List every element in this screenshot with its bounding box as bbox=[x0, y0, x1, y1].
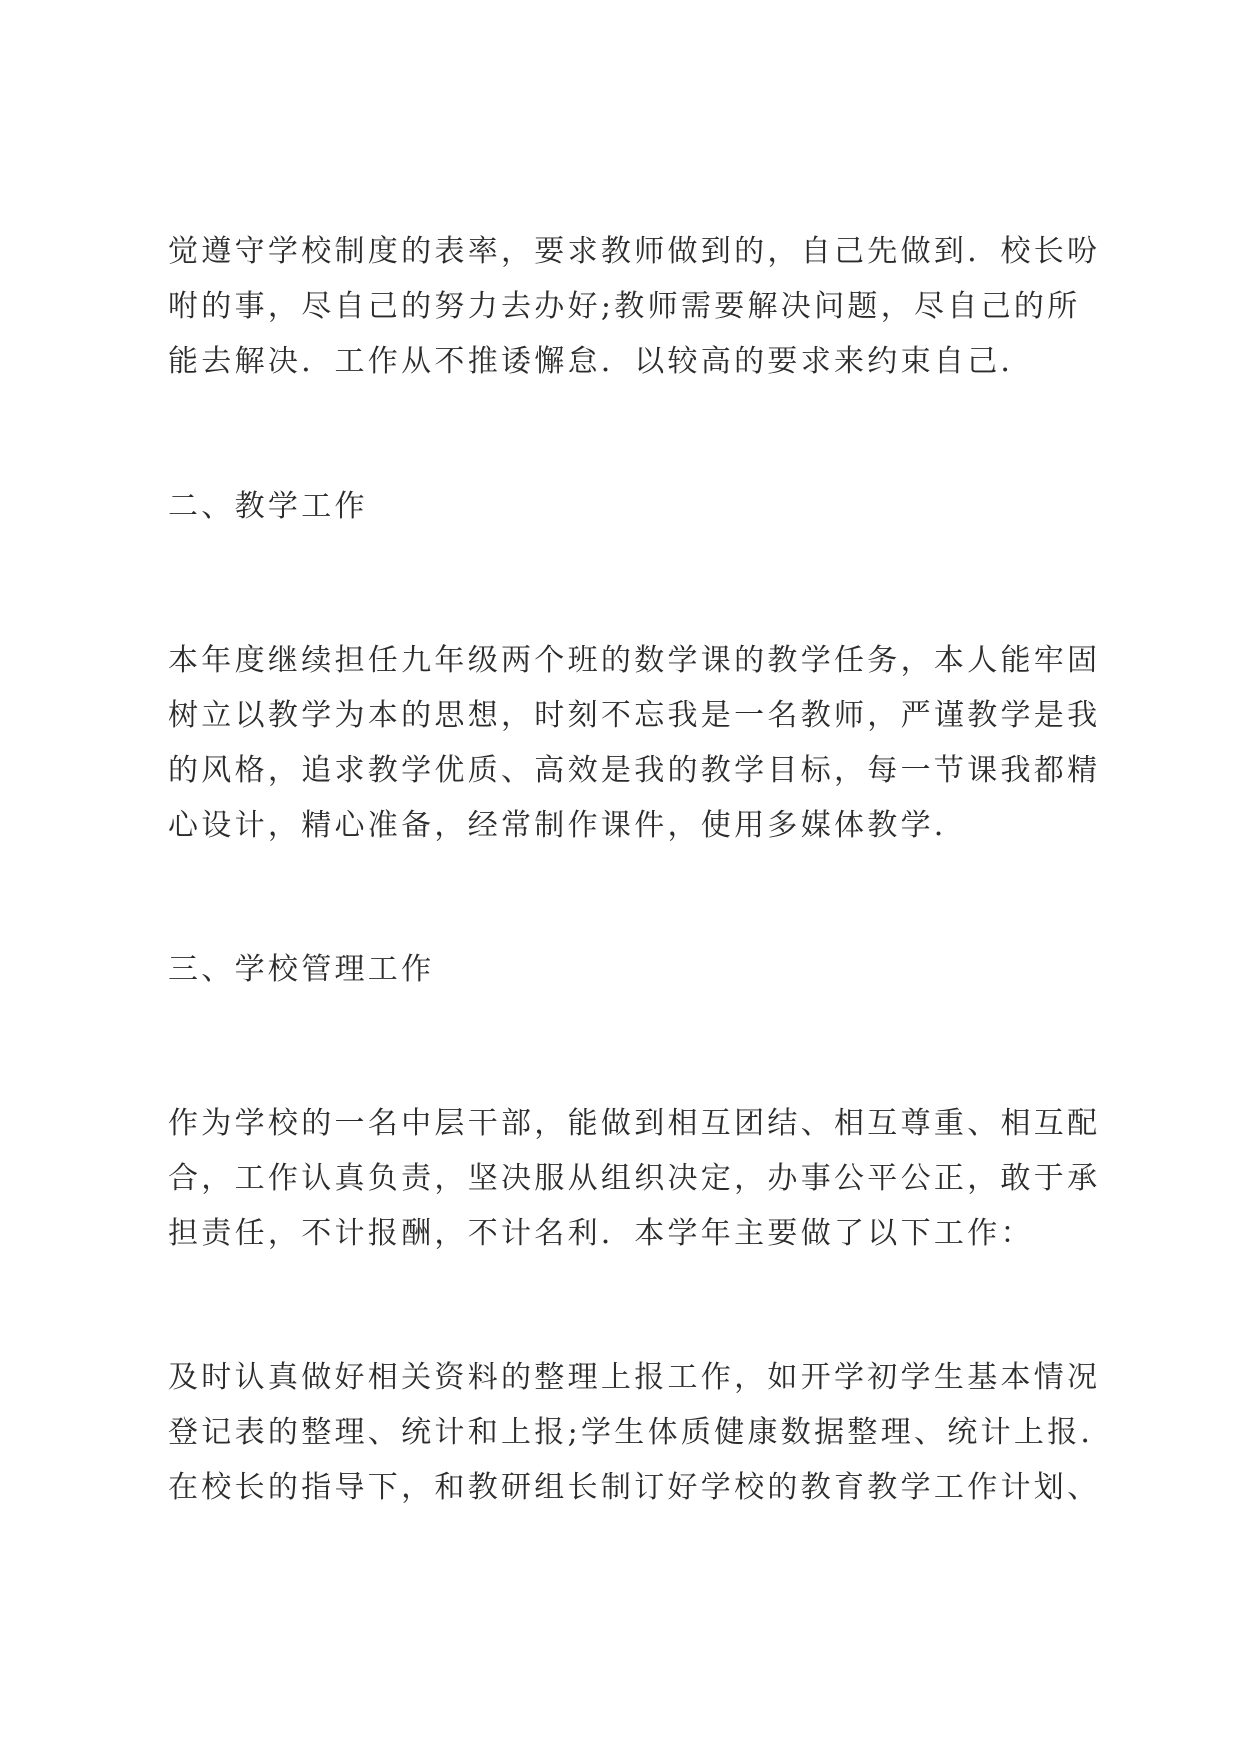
paragraph-line: 及时认真做好相关资料的整理上报工作，如开学初学生基本情况 bbox=[168, 1360, 1101, 1395]
heading-text: 三、学校管理工作 bbox=[168, 952, 435, 987]
paragraph-line: 本年度继续担任九年级两个班的数学课的教学任务，本人能牢固 bbox=[168, 643, 1101, 678]
paragraph-conduct bbox=[168, 224, 1101, 389]
section-heading-management bbox=[168, 942, 1088, 997]
paragraph-line: 树立以教学为本的思想，时刻不忘我是一名教师，严谨教学是我 bbox=[168, 698, 1101, 733]
paragraph-line: 合，工作认真负责，坚决服从组织决定，办事公平公正，敢于承 bbox=[168, 1161, 1101, 1196]
paragraph-line: 作为学校的一名中层干部，能做到相互团结、相互尊重、相互配 bbox=[168, 1106, 1101, 1141]
section-heading-teaching bbox=[168, 479, 1088, 534]
paragraph-management bbox=[168, 1096, 1101, 1261]
paragraph-line: 能去解决．工作从不推诿懈怠．以较高的要求来约束自己． bbox=[168, 344, 1034, 379]
paragraph-line: 心设计，精心准备，经常制作课件，使用多媒体教学． bbox=[168, 808, 968, 843]
paragraph-line: 咐的事，尽自己的努力去办好;教师需要解决问题，尽自己的所 bbox=[168, 289, 1081, 324]
paragraph-line: 觉遵守学校制度的表率，要求教师做到的，自己先做到．校长吩 bbox=[168, 234, 1101, 269]
heading-text: 二、教学工作 bbox=[168, 489, 368, 524]
paragraph-records bbox=[168, 1350, 1114, 1515]
paragraph-line: 担责任，不计报酬，不计名利．本学年主要做了以下工作： bbox=[168, 1216, 1034, 1251]
paragraph-teaching bbox=[168, 633, 1101, 853]
paragraph-line: 的风格，追求教学优质、高效是我的教学目标，每一节课我都精 bbox=[168, 753, 1101, 788]
paragraph-line: 在校长的指导下，和教研组长制订好学校的教育教学工作计划、 bbox=[168, 1470, 1101, 1505]
paragraph-line: 登记表的整理、统计和上报;学生体质健康数据整理、统计上报． bbox=[168, 1415, 1114, 1450]
